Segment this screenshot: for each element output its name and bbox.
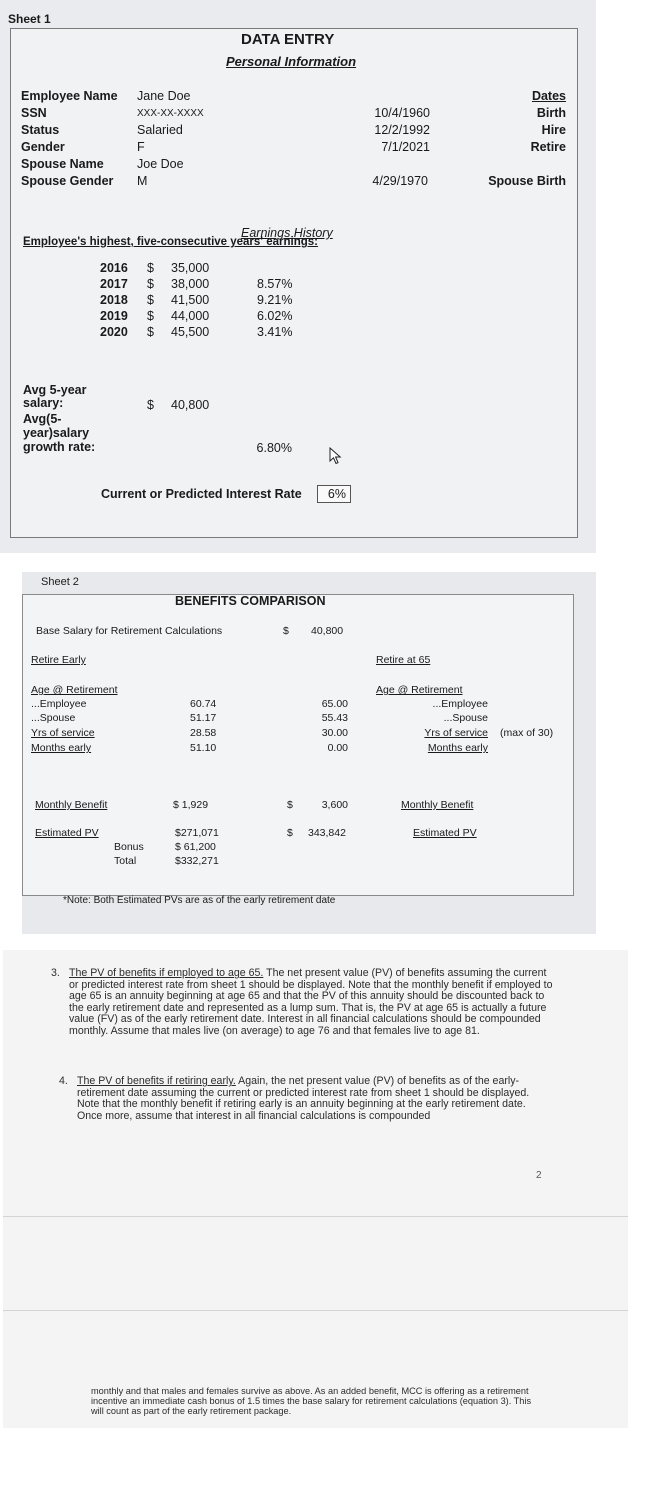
max-service-note: (max of 30) bbox=[500, 727, 554, 739]
item-3-title: The PV of benefits if employed to age 65. bbox=[69, 967, 264, 979]
earnings-amount: 35,000 bbox=[171, 261, 210, 275]
at65-spouse-label: ...Spouse bbox=[443, 712, 488, 724]
earnings-currency: $ bbox=[147, 277, 154, 291]
avg-growth-label-3: growth rate: bbox=[23, 440, 96, 454]
sheet2-tab[interactable]: Sheet 2 bbox=[41, 576, 79, 588]
continuation-text: monthly and that males and females survive as above. As an added benefit, MCC is offering as a retirement incentive an immediate cash bonus of 1.5 times the base salary for retirement calculations (equation 3). This will count as part of the early retirement package. bbox=[91, 1386, 532, 1416]
at65-estimated-pv-value: 343,842 bbox=[308, 827, 346, 839]
base-salary-currency: $ bbox=[283, 625, 289, 637]
at65-monthly-benefit-value: 3,600 bbox=[321, 799, 348, 811]
earnings-year: 2019 bbox=[100, 309, 128, 323]
early-estimated-pv-value: $271,071 bbox=[175, 827, 219, 839]
sheet1-photo bbox=[0, 0, 596, 553]
total-value: $332,271 bbox=[175, 855, 219, 867]
early-employee-label: ...Employee bbox=[31, 698, 87, 710]
at65-spouse-age: 55.43 bbox=[321, 712, 348, 724]
at65-estimated-pv-label: Estimated PV bbox=[413, 827, 477, 839]
avg-growth-value: 6.80% bbox=[256, 441, 292, 455]
earnings-currency: $ bbox=[147, 325, 154, 339]
sheet2-frame bbox=[22, 594, 574, 896]
spouse-gender-label: Spouse Gender bbox=[21, 174, 114, 188]
ssn-value[interactable]: XXX-XX-XXXX bbox=[137, 108, 204, 119]
earnings-subtitle: Employee's highest, five-consecutive years' earnings: bbox=[23, 236, 318, 248]
early-employee-age: 60.74 bbox=[190, 698, 217, 710]
employee-name-value[interactable]: Jane Doe bbox=[137, 89, 191, 103]
item-4-number: 4. bbox=[59, 1075, 68, 1087]
sheet1-subtitle: Personal Information bbox=[226, 54, 357, 69]
early-spouse-age: 51.17 bbox=[190, 712, 217, 724]
mouse-cursor-icon bbox=[329, 447, 343, 465]
avg-salary-currency: $ bbox=[147, 398, 154, 412]
total-label: Total bbox=[114, 855, 137, 867]
item-4-title: The PV of benefits if retiring early. bbox=[77, 1075, 236, 1087]
earnings-year: 2018 bbox=[100, 293, 128, 307]
spouse-gender-value[interactable]: M bbox=[137, 174, 148, 188]
dates-header: Dates bbox=[531, 89, 566, 103]
earnings-year: 2016 bbox=[100, 261, 128, 275]
spouse-birth-label: Spouse Birth bbox=[488, 174, 566, 188]
hire-label: Hire bbox=[541, 123, 566, 137]
at65-monthly-currency: $ bbox=[287, 799, 293, 811]
earnings-growth-rate: 9.21% bbox=[257, 293, 293, 307]
earnings-amount: 38,000 bbox=[171, 277, 210, 291]
spouse-name-value[interactable]: Joe Doe bbox=[137, 157, 184, 171]
earnings-currency: $ bbox=[147, 261, 154, 275]
early-yrs-service: 28.58 bbox=[190, 727, 217, 739]
at65-pv-currency: $ bbox=[287, 827, 293, 839]
gender-value[interactable]: F bbox=[137, 140, 145, 154]
page-number: 2 bbox=[536, 1170, 542, 1181]
interest-rate-label: Current or Predicted Interest Rate bbox=[101, 487, 302, 501]
earnings-currency: $ bbox=[147, 293, 154, 307]
bonus-label: Bonus bbox=[114, 841, 144, 853]
earnings-currency: $ bbox=[147, 309, 154, 323]
sheet1-title: DATA ENTRY bbox=[241, 31, 335, 48]
early-monthly-benefit-value: $ 1,929 bbox=[173, 799, 209, 811]
earnings-growth-rate: 3.41% bbox=[257, 325, 293, 339]
status-label: Status bbox=[21, 123, 60, 137]
employee-name-label: Employee Name bbox=[21, 89, 118, 103]
earnings-year: 2017 bbox=[100, 277, 128, 291]
early-months-early: 51.10 bbox=[190, 742, 217, 754]
avg-salary-value: 40,800 bbox=[171, 398, 210, 412]
at65-yrs-service-label: Yrs of service bbox=[424, 727, 488, 739]
birth-date-value[interactable]: 10/4/1960 bbox=[374, 106, 430, 120]
at65-months-early-label: Months early bbox=[427, 742, 488, 754]
divider bbox=[3, 1216, 628, 1217]
sheet1-tab[interactable]: Sheet 1 bbox=[8, 12, 51, 26]
avg-growth-label-1: Avg(5- bbox=[23, 412, 62, 426]
ssn-label: SSN bbox=[21, 106, 47, 120]
retire-65-header: Retire at 65 bbox=[376, 654, 431, 666]
pv-note: *Note: Both Estimated PVs are as of the early retirement date bbox=[63, 895, 336, 906]
early-yrs-service-label: Yrs of service bbox=[31, 727, 95, 739]
sheet2-photo bbox=[22, 572, 596, 934]
earnings-year: 2020 bbox=[100, 325, 128, 339]
at65-employee-label: ...Employee bbox=[432, 698, 488, 710]
item-3-number: 3. bbox=[51, 967, 60, 979]
retire-date-value[interactable]: 7/1/2021 bbox=[381, 140, 430, 154]
spouse-name-label: Spouse Name bbox=[21, 157, 104, 171]
sheet2-title: BENEFITS COMPARISON bbox=[175, 594, 326, 608]
interest-rate-input[interactable]: 6% bbox=[317, 485, 351, 503]
early-age-retirement-label: Age @ Retirement bbox=[31, 684, 118, 696]
hire-date-value[interactable]: 12/2/1992 bbox=[374, 123, 430, 137]
item-4-body: Again, the net present value (PV) of benefits as of the early-retirement date assuming the current or predicted interest rate from sheet 1 should be displayed. Note that the monthly benefit if retiring early is an annuity beginning at the early retirement date. Once more, assume that interest in all financial calculations is compounded bbox=[77, 1075, 530, 1122]
spouse-birth-value[interactable]: 4/29/1970 bbox=[372, 174, 428, 188]
avg-growth-label-2: year)salary bbox=[23, 426, 90, 440]
earnings-history-title: Earnings History bbox=[241, 226, 333, 240]
status-value[interactable]: Salaried bbox=[137, 123, 183, 137]
birth-label: Birth bbox=[536, 106, 566, 120]
at65-employee-age: 65.00 bbox=[321, 698, 348, 710]
early-spouse-label: ...Spouse bbox=[31, 712, 76, 724]
earnings-growth-rate: 6.02% bbox=[257, 309, 293, 323]
earnings-amount: 41,500 bbox=[171, 293, 210, 307]
earnings-growth-rate: 8.57% bbox=[257, 277, 293, 291]
bonus-value: $ 61,200 bbox=[175, 841, 216, 853]
document-photo bbox=[3, 950, 628, 1428]
avg-salary-label-1: Avg 5-year bbox=[23, 383, 87, 397]
at65-age-retirement-label: Age @ Retirement bbox=[376, 684, 463, 696]
gender-label: Gender bbox=[21, 140, 65, 154]
avg-salary-label-2: salary: bbox=[23, 396, 64, 410]
retire-label: Retire bbox=[530, 140, 566, 154]
early-monthly-benefit-label: Monthly Benefit bbox=[35, 799, 108, 811]
base-salary-label: Base Salary for Retirement Calculations bbox=[36, 625, 223, 637]
early-months-early-label: Months early bbox=[31, 742, 92, 754]
earnings-amount: 44,000 bbox=[171, 309, 210, 323]
item-3-body: The net present value (PV) of benefits assuming the current or predicted interest rate from sheet 1 should be displayed. Note that the monthly benefit if employed to age 65 is an annuity beginning at age 65 and that the PV of this annuity should be discounted back to the early retirement date and represented as a lump sum. That is, the PV at age 65 is actually a future value (FV) as of the early retirement date. Interest in all financial calculations should be compounded monthly. Assume that males live (on average) to age 76 and that females live to age 81. bbox=[69, 967, 553, 1037]
earnings-amount: 45,500 bbox=[171, 325, 210, 339]
item-3 bbox=[51, 967, 556, 1038]
early-estimated-pv-label: Estimated PV bbox=[35, 827, 99, 839]
at65-yrs-service: 30.00 bbox=[321, 727, 348, 739]
at65-months-early: 0.00 bbox=[327, 742, 348, 754]
retire-early-header: Retire Early bbox=[31, 654, 86, 666]
divider bbox=[3, 1310, 628, 1311]
base-salary-value: 40,800 bbox=[311, 625, 344, 637]
sheet1-frame bbox=[10, 28, 578, 538]
item-4 bbox=[59, 1075, 551, 1122]
at65-monthly-benefit-label: Monthly Benefit bbox=[401, 799, 474, 811]
